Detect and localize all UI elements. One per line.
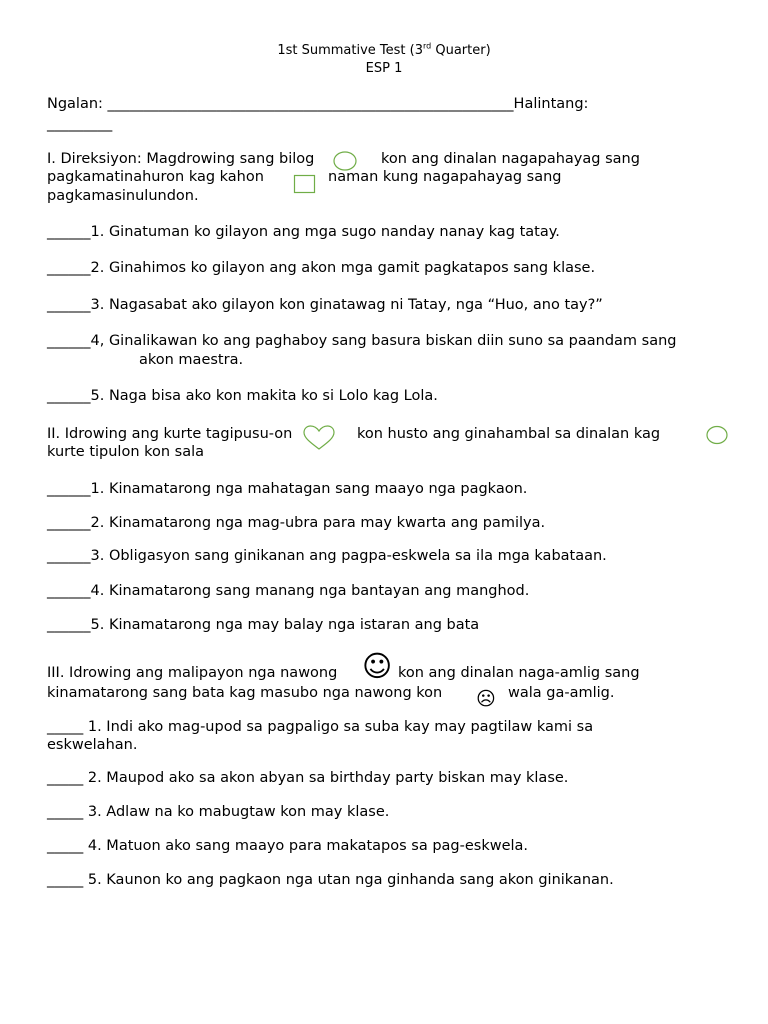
section1-line3: pagkamasinulundon.: [47, 188, 199, 204]
section3-line2-post: wala ga-amlig.: [508, 685, 615, 701]
section2-item-1: ______1. Kinamatarong nga mahatagan sang maayo nga pagkaon.: [47, 481, 528, 497]
section3-item-4: _____ 4. Matuon ako sang maayo para makatapos sa pag-eskwela.: [47, 838, 529, 854]
test-title: [0, 43, 768, 59]
section1-item-2: ______2. Ginahimos ko gilayon ang akon mga gamit pagkatapos sang klase.: [47, 260, 596, 276]
section3-item-1: _____ 1. Indi ako mag-upod sa pagpaligo sa suba kay may pagtilaw kami sa: [47, 719, 594, 735]
section2-line1-post: kon husto ang ginahambal sa dinalan kag: [357, 426, 661, 442]
section3-item-5: _____ 5. Kaunon ko ang pagkaon nga utan nga ginhanda sang akon ginikanan.: [47, 872, 614, 888]
section1-line2-post: naman kung nagapahayag sang: [328, 169, 562, 185]
subject-title: ESP 1: [365, 61, 403, 76]
frowny-icon: ☹: [476, 688, 496, 710]
section3-line1-pre: III. Idrowing ang malipayon nga nawong: [47, 665, 338, 681]
section2-item-3: ______3. Obligasyon sang ginikanan ang pagpa-eskwela sa ila mga kabataan.: [47, 548, 607, 564]
section1-item-3: ______3. Nagasabat ako gilayon kon ginatawag ni Tatay, nga “Huo, ano tay?”: [47, 297, 603, 313]
square-icon: [293, 174, 317, 194]
smiley-icon: ☺: [362, 649, 393, 683]
section2-line2: kurte tipulon kon sala: [47, 444, 205, 460]
section1-item-1: ______1. Ginatuman ko gilayon ang mga sugo nanday nanay kag tatay.: [47, 224, 560, 240]
section1-item-4-cont: akon maestra.: [139, 352, 244, 368]
name-label: Ngalan: ________________________________________________________Halintang:: [47, 96, 589, 112]
section3-item-1-cont: eskwelahan.: [47, 737, 138, 753]
circle-icon: [705, 425, 729, 445]
section1-line1-post: kon ang dinalan nagapahayag sang: [381, 151, 640, 167]
section1-item-4: ______4, Ginalikawan ko ang paghaboy sang basura biskan diin suno sa paandam sang: [47, 333, 677, 349]
section2-line1-pre: II. Idrowing ang kurte tagipusu-on: [47, 426, 293, 442]
section1-line2-pre: pagkamatinahuron kag kahon: [47, 169, 264, 185]
section2-item-2: ______2. Kinamatarong nga mag-ubra para may kwarta ang pamilya.: [47, 515, 546, 531]
section3-line2-pre: kinamatarong sang bata kag masubo nga nawong kon: [47, 685, 443, 701]
section1-line1-pre: I. Direksiyon: Magdrowing sang bilog: [47, 151, 315, 167]
heart-icon: [302, 424, 336, 452]
section2-item-5: ______5. Kinamatarong nga may balay nga istaran ang bata: [47, 617, 480, 633]
section3-line1-post: kon ang dinalan naga-amlig sang: [398, 665, 640, 681]
section3-item-2: _____ 2. Maupod ako sa akon abyan sa birthday party biskan may klase.: [47, 770, 569, 786]
section2-item-4: ______4. Kinamatarong sang manang nga bantayan ang manghod.: [47, 583, 530, 599]
title-text-pre: 1st Summative Test (3: [277, 43, 423, 58]
title-superscript: rd: [423, 41, 432, 51]
title-text-post: Quarter): [431, 43, 491, 58]
section1-item-5: ______5. Naga bisa ako kon makita ko si Lolo kag Lola.: [47, 388, 438, 404]
section-blank: _________: [47, 116, 113, 132]
section3-item-3: _____ 3. Adlaw na ko mabugtaw kon may klase.: [47, 804, 390, 820]
